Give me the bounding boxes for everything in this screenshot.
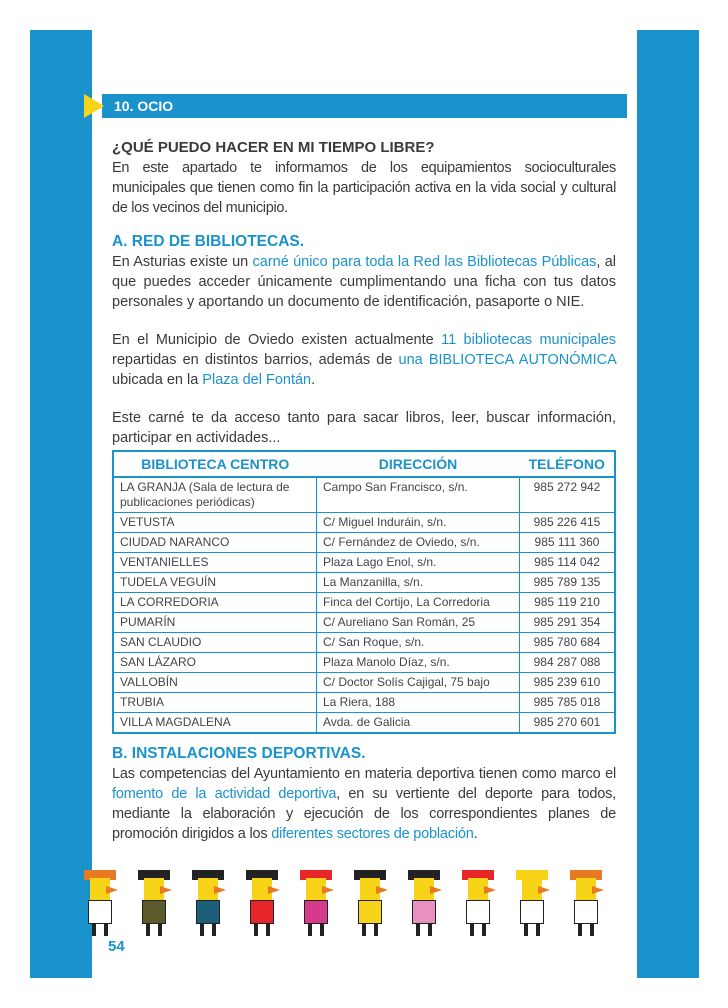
character-figure-icon: [406, 868, 442, 938]
library-name: SAN CLAUDIO: [113, 633, 317, 653]
library-name: LA GRANJA (Sala de lectura de publicaciones periódicas): [113, 477, 317, 513]
header-biblioteca: BIBLIOTECA CENTRO: [113, 451, 317, 477]
table-row: [113, 633, 615, 653]
library-name: LA CORREDORIA: [113, 593, 317, 613]
table-row: [113, 553, 615, 573]
library-name: PUMARÍN: [113, 613, 317, 633]
table-row: [113, 673, 615, 693]
section-a-heading: A. RED DE BIBLIOTECAS.: [112, 233, 305, 250]
library-name: CIUDAD NARANCO: [113, 533, 317, 553]
text-run: ubicada en la: [112, 372, 203, 388]
character-figure-icon: [568, 868, 604, 938]
text-run: Las competencias del Ayuntamiento en materia deportiva tienen como marco el: [112, 766, 616, 782]
table-row: [113, 593, 615, 613]
library-name: SAN LÁZARO: [113, 653, 317, 673]
table-row: [113, 513, 615, 533]
library-address: La Manzanilla, s/n.: [317, 573, 520, 593]
library-phone: 985 114 042: [520, 553, 616, 573]
highlight-sectores: diferentes sectores de población: [271, 826, 474, 842]
right-blue-border: [637, 30, 699, 978]
text-run: En Asturias existe un: [112, 254, 253, 270]
table-header-row: [113, 451, 615, 477]
section-b-heading: B. INSTALACIONES DEPORTIVAS.: [112, 745, 366, 762]
library-name: TRUBIA: [113, 693, 317, 713]
character-figure-icon: [190, 868, 226, 938]
library-phone: 984 287 088: [520, 653, 616, 673]
section-a-paragraph-1: [112, 252, 616, 312]
library-name: VILLA MAGDALENA: [113, 713, 317, 734]
library-address: Plaza Manolo Díaz, s/n.: [317, 653, 520, 673]
character-figure-icon: [136, 868, 172, 938]
library-phone: 985 291 354: [520, 613, 616, 633]
highlight-fomento: fomento de la actividad deportiva: [112, 786, 337, 802]
character-figure-icon: [244, 868, 280, 938]
library-address: C/ Miguel Induráin, s/n.: [317, 513, 520, 533]
library-address: Finca del Cortijo, La Corredoria: [317, 593, 520, 613]
header-direccion: DIRECCIÓN: [317, 451, 520, 477]
highlight-autonomica: una BIBLIOTECA AUTONÓMICA: [398, 352, 616, 368]
highlight-carne: carné único para toda la Red las Bibliotecas Públicas: [252, 254, 597, 270]
section-a-paragraph-3: Este carné te da acceso tanto para sacar libros, leer, buscar información, participar en actividades...: [112, 410, 616, 446]
text-run: .: [311, 372, 316, 388]
text-run: , en su vertiente del deporte para todos, mediante la elaboración y ejecución de los correspondientes planes de promoción dirigidos a los: [112, 786, 616, 842]
library-address: La Riera, 188: [317, 693, 520, 713]
library-phone: 985 226 415: [520, 513, 616, 533]
library-phone: 985 119 210: [520, 593, 616, 613]
library-phone: 985 111 360: [520, 533, 616, 553]
character-figure-icon: [514, 868, 550, 938]
intro-text: En este apartado te informamos de los equipamientos socioculturales municipales que tienen como fin la participación activa en la vida social y cultural de los vecinos del municipio.: [112, 160, 616, 216]
library-address: Plaza Lago Enol, s/n.: [317, 553, 520, 573]
character-figure-icon: [82, 868, 118, 938]
character-figure-icon: [352, 868, 388, 938]
section-a-paragraph-2: [112, 330, 616, 390]
table-row: [113, 713, 615, 734]
table-row: [113, 693, 615, 713]
table-row: [113, 653, 615, 673]
library-phone: 985 239 610: [520, 673, 616, 693]
text-run: En el Municipio de Oviedo existen actualmente: [112, 332, 442, 348]
text-run: repartidas en distintos barrios, además de: [112, 352, 399, 368]
library-phone: 985 272 942: [520, 477, 616, 513]
text-run: .: [473, 826, 478, 842]
library-phone: 985 785 018: [520, 693, 616, 713]
library-address: C/ Doctor Solís Cajigal, 75 bajo: [317, 673, 520, 693]
library-address: C/ Aureliano San Román, 25: [317, 613, 520, 633]
library-phone: 985 789 135: [520, 573, 616, 593]
library-name: VALLOBÍN: [113, 673, 317, 693]
header-telefono: TELÉFONO: [520, 451, 616, 477]
libraries-table: [112, 450, 616, 734]
left-blue-border: [30, 30, 92, 978]
library-address: Campo San Francisco, s/n.: [317, 477, 520, 513]
section-b-paragraph: [112, 764, 616, 844]
text-run: , al que puedes acceder únicamente cumplimentando una ficha con tus datos personales y aportando un documento de identificación, pasaporte o NIE.: [112, 254, 616, 310]
intro-title: ¿QUÉ PUEDO HACER EN MI TIEMPO LIBRE?: [112, 139, 435, 156]
section-title-bar: 10. OCIO: [102, 94, 627, 118]
library-name: VETUSTA: [113, 513, 317, 533]
library-address: C/ Fernández de Oviedo, s/n.: [317, 533, 520, 553]
highlight-bibliotecas: 11 bibliotecas municipales: [441, 332, 617, 348]
page-number: 54: [108, 938, 125, 955]
character-figure-icon: [298, 868, 334, 938]
main-content: [112, 138, 616, 844]
library-name: TUDELA VEGUÍN: [113, 573, 317, 593]
table-row: [113, 573, 615, 593]
table-row: [113, 477, 615, 513]
character-illustrations: [78, 868, 638, 938]
character-figure-icon: [460, 868, 496, 938]
highlight-fontan: Plaza del Fontán: [202, 372, 312, 388]
library-address: Avda. de Galicia: [317, 713, 520, 734]
table-row: [113, 533, 615, 553]
table-row: [113, 613, 615, 633]
library-name: VENTANIELLES: [113, 553, 317, 573]
library-phone: 985 270 601: [520, 713, 616, 734]
library-phone: 985 780 684: [520, 633, 616, 653]
yellow-arrow-icon: [84, 94, 104, 118]
library-address: C/ San Roque, s/n.: [317, 633, 520, 653]
